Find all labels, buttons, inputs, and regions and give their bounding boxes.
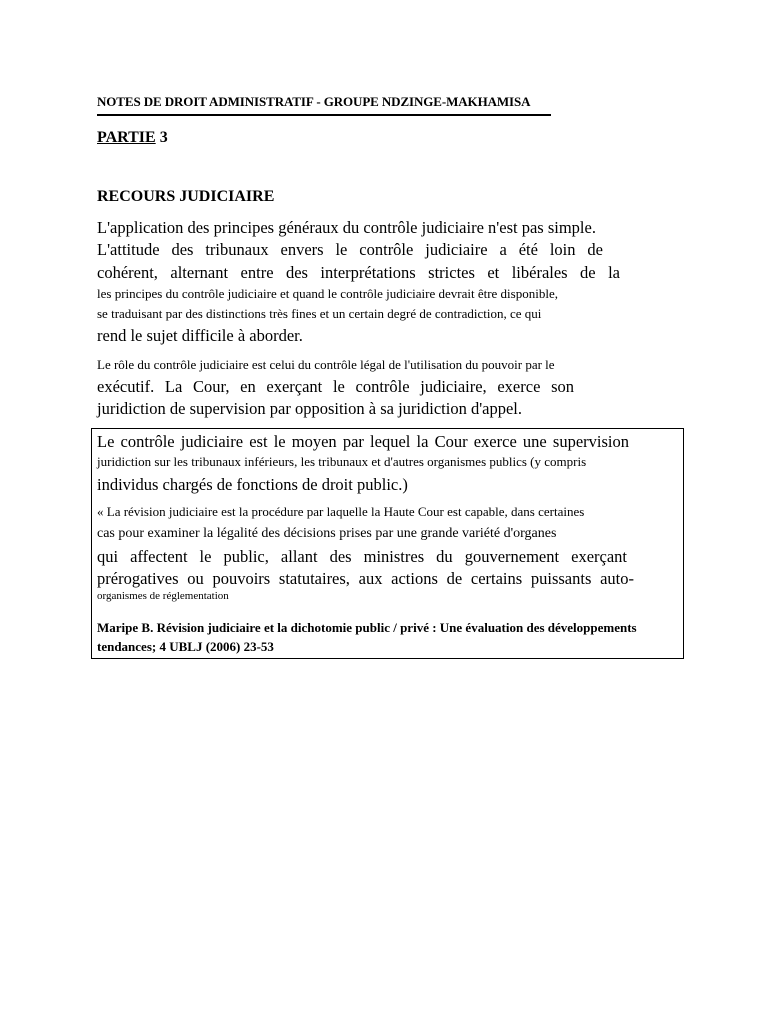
paragraph1-line: les principes du contrôle judiciaire et quand le contrôle judiciaire devrait être disponible, [97,286,558,301]
section-title: RECOURS JUDICIAIRE [97,188,275,205]
quote-line: prérogatives ou pouvoirs statutaires, aux actions de certains puissants auto- [97,569,634,588]
paragraph1-line: L'application des principes généraux du contrôle judiciaire n'est pas simple. [97,218,596,237]
header-underline [97,114,551,116]
quote-line: cas pour examiner la légalité des décisions prises par une grande variété d'organes [97,526,557,541]
definition-line: juridiction sur les tribunaux inférieurs, les tribunaux et d'autres organismes publics (y compris [97,454,587,469]
part-heading [97,129,168,147]
part-number: 3 [155,129,168,146]
reference-citation: Maripe B. Révision judiciaire et la dichotomie public / privé : Une évaluation des développements [97,620,637,635]
part-label: PARTIE [97,129,156,146]
quote-line: qui affectent le public, allant des ministres du gouvernement exerçant [97,547,627,566]
paragraph2-line: Le rôle du contrôle judiciaire est celui du contrôle légal de l'utilisation du pouvoir par le [97,357,555,372]
quote-line: organismes de réglementation [97,590,229,602]
paragraph2-line: juridiction de supervision par opposition à sa juridiction d'appel. [97,399,523,418]
paragraph2-line: exécutif. La Cour, en exerçant le contrôle judiciaire, exerce son [97,377,574,396]
paragraph1-line: cohérent, alternant entre des interprétations strictes et libérales de la [97,263,620,282]
reference-citation: tendances; 4 UBLJ (2006) 23-53 [97,639,274,654]
document-header: NOTES DE DROIT ADMINISTRATIF - GROUPE NDZINGE-MAKHAMISA [97,94,531,109]
quote-line: « La révision judiciaire est la procédure par laquelle la Haute Cour est capable, dans certaines [97,504,585,519]
definition-line: Le contrôle judiciaire est le moyen par lequel la Cour exerce une supervision [97,432,629,451]
paragraph1-line: rend le sujet difficile à aborder. [97,326,303,345]
paragraph1-line: se traduisant par des distinctions très fines et un certain degré de contradiction, ce qui [97,306,542,321]
definition-line: individus chargés de fonctions de droit public.) [97,475,408,494]
paragraph1-line: L'attitude des tribunaux envers le contrôle judiciaire a été loin de [97,240,603,259]
